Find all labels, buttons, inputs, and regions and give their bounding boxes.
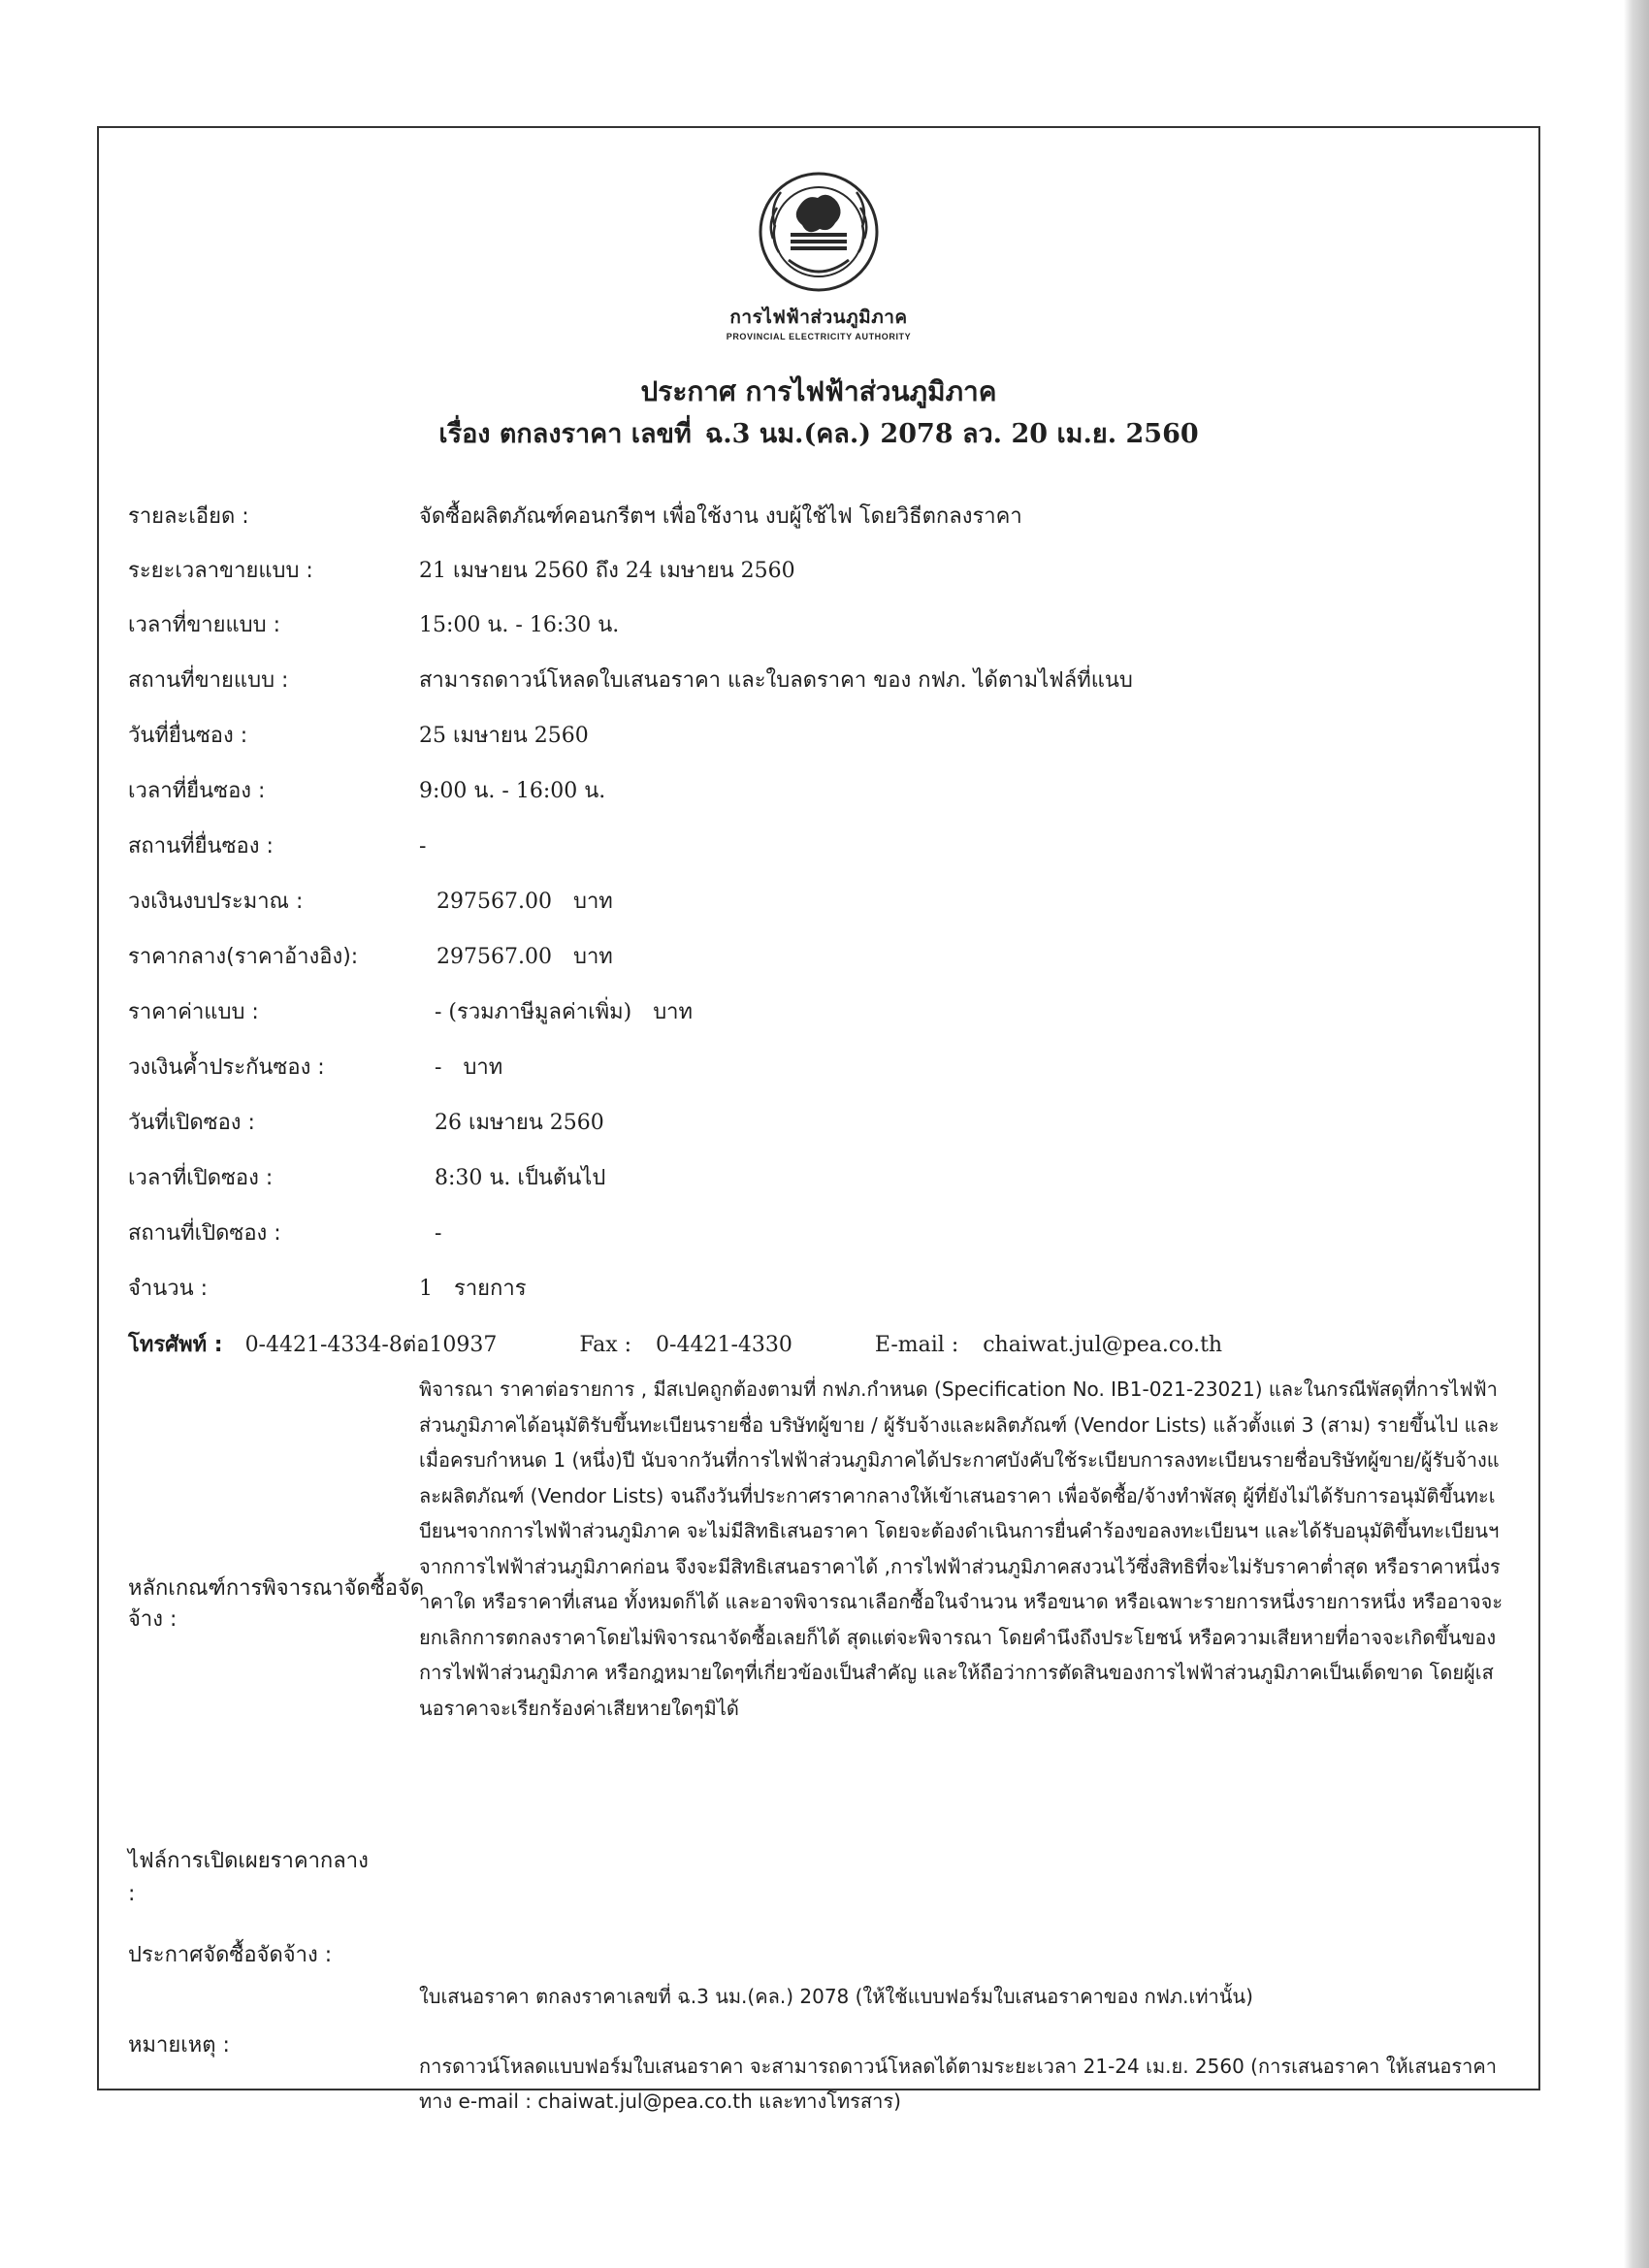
field-value-details: จัดซื้อผลิตภัณฑ์คอนกรีตฯ เพื่อใช้งาน งบผู้ใช้ไฟ โดยวิธีตกลงราคา	[419, 504, 1022, 529]
subject-number: ฉ.3 นม.(คล.) 2078 ลว. 20 เม.ย. 2560	[704, 419, 1199, 449]
field-value-sale-place: สามารถดาวน์โหลดใบเสนอราคา และใบลดราคา ของ กฟภ. ได้ตามไฟล์ที่แนบ	[419, 668, 1133, 693]
contact-row	[128, 1331, 1222, 1360]
budget-amount: 297567.00	[436, 890, 552, 914]
bid-bond-unit: บาท	[463, 1055, 503, 1080]
field-label-document-fee: ราคาค่าแบบ :	[128, 1000, 259, 1024]
phone-number: 0-4421-4334-8ต่อ10937	[244, 1333, 498, 1357]
field-value-open-date: 26 เมษายน 2560	[435, 1111, 604, 1135]
document-fee-unit: บาท	[653, 1000, 694, 1024]
page-edge-shadow	[1624, 0, 1649, 2268]
announcement-title: ประกาศ การไฟฟ้าส่วนภูมิภาค	[640, 375, 997, 407]
field-label-sale-place: สถานที่ขายแบบ :	[128, 668, 289, 693]
note-line-2: การดาวน์โหลดแบบฟอร์มใบเสนอราคา จะสามารถดาวน์โหลดได้ตามระยะเวลา 21-24 เม.ย. 2560 (การเสนอราคา ให้เสนอราคาทาง e-mail : chaiwat.jul@pea.co.th และทางโทรสาร)	[419, 2055, 1497, 2113]
field-label-submit-time: เวลาที่ยื่นซอง :	[128, 779, 266, 803]
org-name-thai: การไฟฟ้าส่วนภูมิภาค	[729, 307, 908, 328]
field-label-quantity: จำนวน :	[128, 1277, 209, 1301]
field-value-sale-time: 15:00 น. - 16:30 น.	[419, 613, 620, 637]
field-value-open-time: 8:30 น. เป็นต้นไป	[435, 1166, 606, 1190]
fax-label: Fax :	[579, 1333, 632, 1357]
median-price-amount: 297567.00	[436, 945, 552, 969]
field-value-budget	[436, 888, 613, 917]
pea-logo-block	[99, 169, 1538, 392]
field-value-median-price	[436, 943, 613, 972]
note-line-1: ใบเสนอราคา ตกลงราคาเลขที่ ฉ.3 นม.(คล.) 2078 (ให้ใช้แบบฟอร์มใบเสนอราคาของ กฟภ.เท่านั้น)	[419, 1985, 1253, 2008]
email-address[interactable]: chaiwat.jul@pea.co.th	[983, 1333, 1223, 1357]
median-file-label-text: ไฟล์การเปิดเผยราคากลาง	[128, 1849, 369, 1873]
document-fee-amount: - (รวมภาษีมูลค่าเพิ่ม)	[435, 1000, 632, 1024]
announcement-frame	[97, 126, 1540, 2113]
phone-label: โทรศัพท์ :	[128, 1333, 223, 1357]
field-value-open-place: -	[435, 1221, 442, 1246]
subject-prefix: เรื่อง ตกลงราคา เลขที่	[438, 419, 692, 449]
announcement-subject	[99, 413, 1538, 456]
budget-unit: บาท	[572, 890, 613, 914]
field-value-submit-place: -	[419, 834, 427, 859]
procurement-announcement-label: ประกาศจัดซื้อจัดจ้าง :	[128, 1943, 333, 1967]
field-label-submit-place: สถานที่ยื่นซอง :	[128, 834, 274, 859]
field-value-submit-date: 25 เมษายน 2560	[419, 724, 589, 748]
field-label-open-time: เวลาที่เปิดซอง :	[128, 1166, 274, 1190]
email-label: E-mail :	[874, 1333, 959, 1357]
announcement-heading	[99, 371, 1538, 456]
median-price-unit: บาท	[572, 945, 613, 969]
median-file-label-colon: :	[128, 1882, 136, 1906]
field-value-bid-bond	[435, 1053, 502, 1083]
field-label-budget: วงเงินงบประมาณ :	[128, 890, 304, 914]
field-label-median-price: ราคากลาง(ราคาอ้างอิง):	[128, 945, 359, 969]
fax-number: 0-4421-4330	[656, 1333, 792, 1357]
field-value-quantity	[419, 1275, 527, 1304]
median-file-label	[128, 1845, 369, 1911]
quantity-amount: 1	[419, 1277, 433, 1301]
note-label: หมายเหตุ :	[128, 2033, 230, 2057]
field-label-details: รายละเอียด :	[128, 504, 249, 529]
quantity-unit: รายการ	[454, 1277, 527, 1301]
bid-bond-amount: -	[435, 1055, 442, 1080]
field-label-sale-time: เวลาที่ขายแบบ :	[128, 613, 281, 637]
field-label-open-place: สถานที่เปิดซอง :	[128, 1221, 281, 1246]
pea-seal-icon	[756, 169, 882, 295]
field-label-sale-period: ระยะเวลาขายแบบ :	[128, 559, 313, 583]
field-value-document-fee	[435, 998, 693, 1027]
field-label-open-date: วันที่เปิดซอง :	[128, 1111, 255, 1135]
field-label-bid-bond: วงเงินค้ำประกันซอง :	[128, 1055, 325, 1080]
field-value-submit-time: 9:00 น. - 16:00 น.	[419, 779, 606, 803]
field-label-submit-date: วันที่ยื่นซอง :	[128, 724, 248, 748]
criteria-text: พิจารณา ราคาต่อรายการ , มีสเปคถูกต้องตามที่ กฟภ.กำหนด (Specification No. IB1-021-23021) และในกรณีพัสดุที่การไฟฟ้าส่วนภูมิภาคได้อนุมัติรับขึ้นทะเบียนรายชื่อ บริษัทผู้ขาย / ผู้รับจ้างและผลิตภัณฑ์ (Vendor Lists) แล้วตั้งแต่ 3 (สาม) รายขึ้นไป และเมื่อครบกำหนด 1 (หนึ่ง)ปี นับจากวันที่การไฟฟ้าส่วนภูมิภาคได้ประกาศบังคับใช้ระเบียบการลงทะเบียนรายชื่อบริษัทผู้ขาย/ผู้รับจ้างและผลิตภัณฑ์ (Vendor Lists) จนถึงวันที่ประกาศราคากลางให้เข้าเสนอราคา เพื่อจัดซื้อ/จ้างทำพัสดุ ผู้ที่ยังไม่ได้รับการอนุมัติขึ้นทะเบียนฯจากการไฟฟ้าส่วนภูมิภาค จะไม่มีสิทธิเสนอราคา โดยจะต้องดำเนินการยื่นคำร้องขอลงทะเบียนฯ และได้รับอนุมัติขึ้นทะเบียนฯ จากการไฟฟ้าส่วนภูมิภาคก่อน จึงจะมีสิทธิเสนอราคาได้ ,การไฟฟ้าส่วนภูมิภาคสงวนไว้ซึ่งสิทธิที่จะไม่รับราคาต่ำสุด หรือราคาหนึ่งราคาใด หรือราคาที่เสนอ ทั้งหมดก็ได้ และอาจพิจารณาเลือกซื้อในจำนวน หรือขนาด หรือเฉพาะรายการหนึ่งรายการหนึ่ง หรืออาจจะยกเลิกการตกลงราคาโดยไม่พิจารณาจัดซื้อเลยก็ได้ สุดแต่จะพิจารณา โดยคำนึงถึงประโยชน์ หรือความเสียหายที่อาจจะเกิดขึ้นของการไฟฟ้าส่วนภูมิภาค หรือกฎหมายใดๆที่เกี่ยวข้องเป็นสำคัญ และให้ถือว่าการตัดสินของการไฟฟ้าส่วนภูมิภาคเป็นเด็ดขาด โดยผู้เสนอราคาจะเรียกร้องค่าเสียหายใดๆมิได้	[419, 1377, 1504, 1720]
field-value-sale-period: 21 เมษายน 2560 ถึง 24 เมษายน 2560	[419, 559, 795, 583]
org-name-english: PROVINCIAL ELECTRICITY AUTHORITY	[726, 332, 912, 341]
criteria-label: หลักเกณฑ์การพิจารณาจัดซื้อจัดจ้าง :	[128, 1576, 425, 1632]
